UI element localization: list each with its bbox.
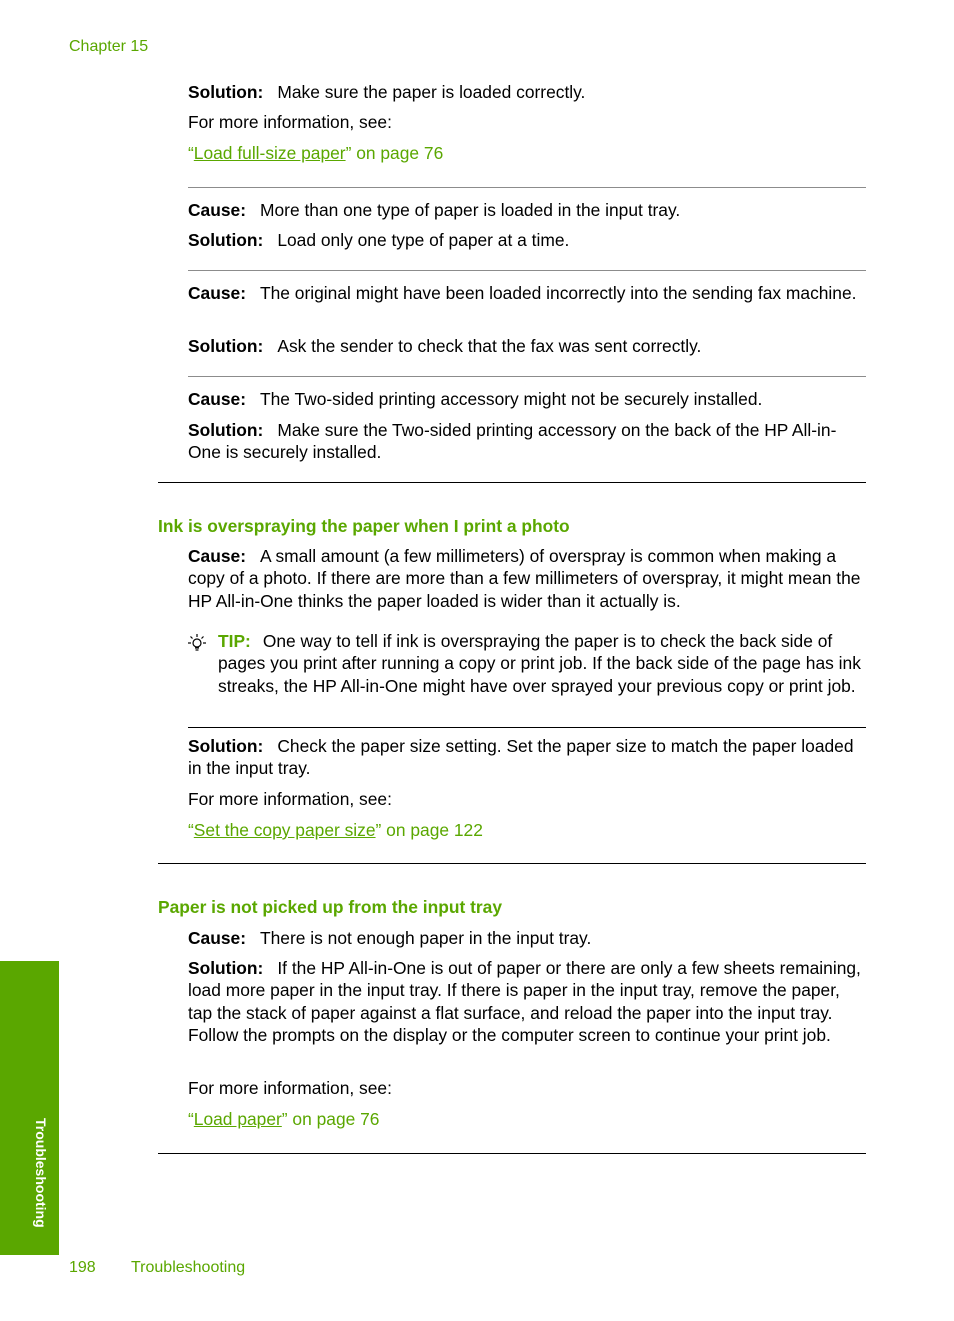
link-page[interactable]: ” on page 122 (375, 820, 483, 840)
tip-divider (188, 727, 866, 728)
link-text[interactable]: Load full-size paper (193, 143, 346, 163)
link-load-full-size-paper[interactable]: “Load full-size paper” on page 76 (188, 143, 444, 163)
link-text[interactable]: Set the copy paper size (193, 820, 376, 840)
solution-label: Solution: (188, 420, 264, 440)
solution-label: Solution: (188, 958, 264, 978)
solution-label: Solution: (188, 736, 264, 756)
link-page[interactable]: ” on page 76 (281, 1109, 380, 1129)
tip-paragraph (218, 630, 866, 697)
cause-label: Cause: (188, 928, 246, 948)
solution-label: Solution: (188, 336, 264, 356)
cause-text: There is not enough paper in the input tray. (260, 928, 592, 948)
divider (188, 376, 866, 377)
solution-text: Make sure the paper is loaded correctly. (277, 82, 586, 102)
cause-label: Cause: (188, 546, 246, 566)
cause-paragraph (188, 927, 866, 949)
solution-text: Load only one type of paper at a time. (277, 230, 570, 250)
divider (188, 187, 866, 188)
link-page[interactable]: ” on page 76 (345, 143, 444, 163)
solution-text: If the HP All-in-One is out of paper or there are only a few sheets remaining, load more paper in the input tray. If there is paper in the input tray, remove the paper, tap the stack of paper against a flat surface, and reload the paper into the input tray. Follow the prompts on the display or the computer screen to continue your print job. (188, 958, 861, 1046)
link-set-copy-paper-size[interactable]: “Set the copy paper size” on page 122 (188, 820, 483, 840)
link-text[interactable]: Load paper (193, 1109, 282, 1129)
side-tab-label: Troubleshooting (33, 1118, 49, 1228)
cause-paragraph (188, 199, 866, 221)
cause-label: Cause: (188, 389, 246, 409)
link-load-paper[interactable]: “Load paper” on page 76 (188, 1109, 380, 1129)
section-heading-ink-overspray: Ink is overspraying the paper when I print a photo (158, 516, 570, 536)
section-divider (158, 482, 866, 483)
solution-paragraph (188, 335, 866, 357)
section-divider (158, 1153, 866, 1154)
solution-paragraph (188, 81, 866, 103)
solution-text: Ask the sender to check that the fax was sent correctly. (277, 336, 702, 356)
chapter-header: Chapter 15 (69, 38, 149, 55)
solution-text: Check the paper size setting. Set the paper size to match the paper loaded in the input tray. (188, 736, 854, 779)
cause-paragraph (188, 282, 866, 304)
solution-paragraph (188, 229, 866, 251)
solution-paragraph (188, 957, 866, 1047)
cause-text: A small amount (a few millimeters) of overspray is common when making a copy of a photo. If there are more than a few millimeters of overspray, it might mean the HP All-in-One thinks the paper loaded is wider than it actually is. (188, 546, 861, 611)
page-number: 198 (69, 1259, 96, 1276)
cause-paragraph (188, 388, 866, 410)
cause-text: More than one type of paper is loaded in the input tray. (260, 200, 681, 220)
cause-label: Cause: (188, 283, 246, 303)
cause-text: The Two-sided printing accessory might not be securely installed. (260, 389, 763, 409)
tip-text: One way to tell if ink is overspraying the paper is to check the back side of pages you print after running a copy or print job. If the back side of the page has ink streaks, the HP All-in-One might have over sprayed your previous copy or print job. (218, 631, 861, 696)
section-heading-paper-not-picked: Paper is not picked up from the input tray (158, 897, 502, 917)
solution-label: Solution: (188, 82, 264, 102)
more-info-text: For more information, see: (188, 112, 392, 132)
cause-text: The original might have been loaded incorrectly into the sending fax machine. (260, 283, 857, 303)
solution-text: Make sure the Two-sided printing accessory on the back of the HP All-in-One is securely installed. (188, 420, 837, 463)
solution-label: Solution: (188, 230, 264, 250)
more-info-text: For more information, see: (188, 789, 392, 809)
footer-section: Troubleshooting (131, 1259, 246, 1276)
section-divider (158, 863, 866, 864)
tip-label: TIP: (218, 631, 251, 651)
lightbulb-icon (186, 633, 208, 655)
solution-paragraph (188, 735, 866, 780)
divider (188, 270, 866, 271)
more-info-text: For more information, see: (188, 1078, 392, 1098)
cause-label: Cause: (188, 200, 246, 220)
solution-paragraph (188, 419, 866, 464)
cause-paragraph (188, 545, 866, 612)
